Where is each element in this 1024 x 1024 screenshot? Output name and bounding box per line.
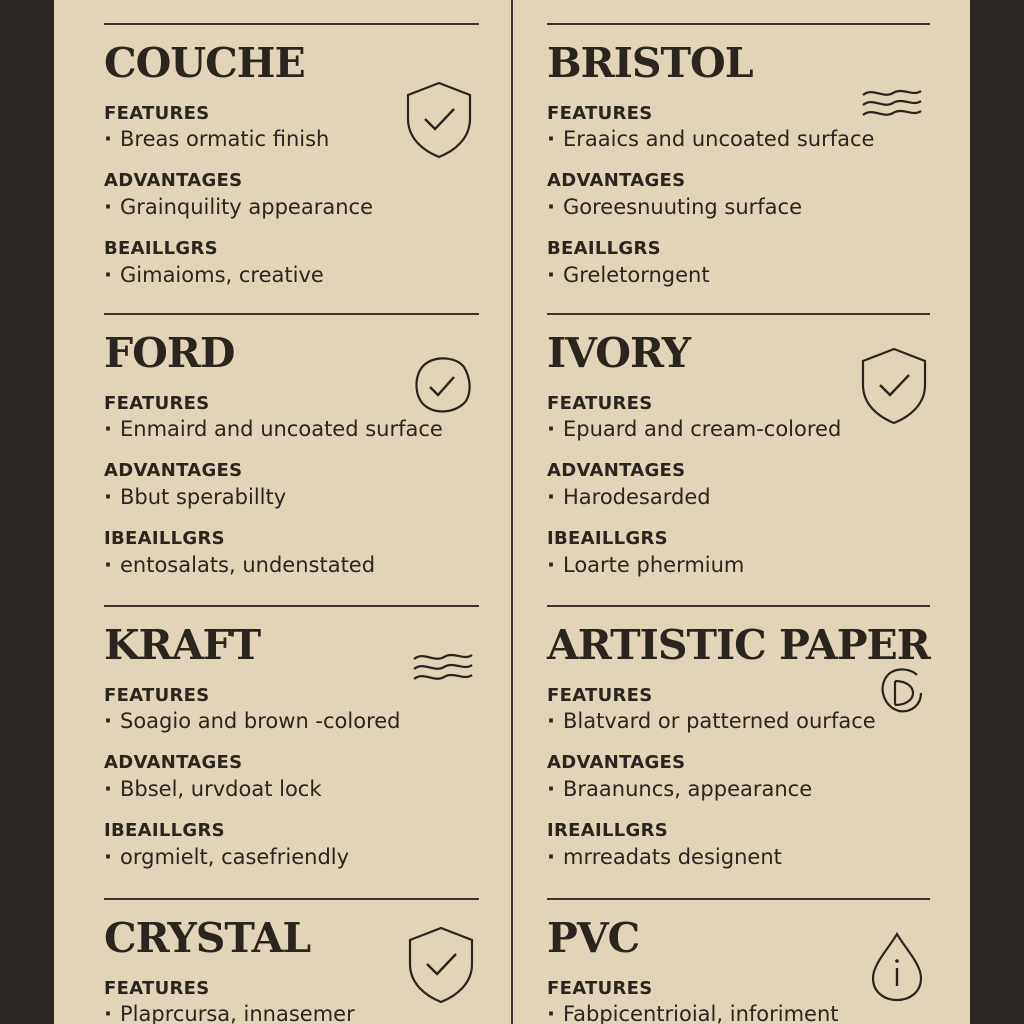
- features-label: FEATURES: [547, 978, 653, 999]
- card-title: PVC: [547, 914, 640, 962]
- uses-label: BEAILLGRS: [104, 238, 218, 259]
- features-text: · Plaprcursa, innasemer: [104, 1002, 355, 1024]
- card-divider: [104, 313, 479, 315]
- column-divider: [511, 0, 513, 1024]
- advantages-label: ADVANTAGES: [547, 752, 686, 773]
- card-divider: [547, 313, 930, 315]
- features-text: · Eraaics and uncoated surface: [547, 127, 875, 151]
- paper-card-couche: [104, 23, 479, 315]
- paper-catalog-page: [54, 0, 970, 1024]
- advantages-label: ADVANTAGES: [104, 460, 243, 481]
- advantages-label: ADVANTAGES: [104, 752, 243, 773]
- features-label: FEATURES: [104, 978, 210, 999]
- uses-text: · Greletorngent: [547, 263, 710, 287]
- features-text: · Soagio and brown -colored: [104, 709, 401, 733]
- uses-label: IBEAILLGRS: [104, 528, 225, 549]
- waves-icon: [859, 85, 925, 125]
- advantages-text: · Braanuncs, appearance: [547, 777, 813, 801]
- uses-text: · orgmielt, casefriendly: [104, 845, 350, 869]
- uses-label: IBEAILLGRS: [104, 820, 225, 841]
- paper-card-artistic-paper: [547, 605, 930, 897]
- uses-label: IBEAILLGRS: [547, 528, 668, 549]
- advantages-text: · Goreesnuuting surface: [547, 195, 802, 219]
- card-title: CRYSTAL: [104, 914, 311, 962]
- card-divider: [547, 23, 930, 25]
- features-label: FEATURES: [104, 685, 210, 706]
- card-title: BRISTOL: [547, 39, 753, 87]
- uses-label: BEAILLGRS: [547, 238, 661, 259]
- shield-check-icon: [859, 345, 929, 425]
- features-text: · Epuard and cream-colored: [547, 417, 842, 441]
- features-label: FEATURES: [104, 393, 210, 414]
- features-text: · Breas ormatic finish: [104, 127, 330, 151]
- paper-card-bristol: [547, 23, 930, 315]
- paper-card-ivory: [547, 313, 930, 605]
- uses-text: · entosalats, undenstated: [104, 553, 376, 577]
- uses-label: IREAILLGRS: [547, 820, 669, 841]
- advantages-label: ADVANTAGES: [547, 460, 686, 481]
- card-divider: [104, 23, 479, 25]
- circle-d-icon: [877, 665, 927, 715]
- card-divider: [104, 605, 479, 607]
- shield-check-icon: [406, 924, 476, 1004]
- features-label: FEATURES: [547, 393, 653, 414]
- card-title: KRAFT: [104, 621, 261, 669]
- advantages-text: · Grainquility appearance: [104, 195, 373, 219]
- drop-info-icon: [869, 930, 925, 1004]
- paper-card-crystal: [104, 898, 479, 1024]
- card-title: ARTISTIC PAPER: [547, 621, 930, 669]
- features-label: FEATURES: [104, 103, 210, 124]
- card-title: COUCHE: [104, 39, 305, 87]
- advantages-text: · Bbut sperabillty: [104, 485, 287, 509]
- paper-card-kraft: [104, 605, 479, 897]
- circle-check-icon: [410, 353, 474, 417]
- card-divider: [104, 898, 479, 900]
- shield-check-icon: [404, 79, 474, 159]
- uses-text: · Loarte phermium: [547, 553, 745, 577]
- paper-card-ford: [104, 313, 479, 605]
- advantages-label: ADVANTAGES: [104, 170, 243, 191]
- advantages-text: · Harodesarded: [547, 485, 711, 509]
- features-label: FEATURES: [547, 103, 653, 124]
- card-title: IVORY: [547, 329, 691, 377]
- advantages-text: · Bbsel, urvdoat lock: [104, 777, 322, 801]
- waves-icon: [410, 649, 476, 689]
- card-divider: [547, 898, 930, 900]
- card-divider: [547, 605, 930, 607]
- advantages-label: ADVANTAGES: [547, 170, 686, 191]
- uses-text: · mrreadats designent: [547, 845, 782, 869]
- features-text: · Blatvard or patterned ourface: [547, 709, 876, 733]
- features-text: · Enmaird and uncoated surface: [104, 417, 443, 441]
- features-text: · Fabpicentrioial, inforiment: [547, 1002, 839, 1024]
- paper-card-pvc: [547, 898, 930, 1024]
- uses-text: · Gimaioms, creative: [104, 263, 324, 287]
- features-label: FEATURES: [547, 685, 653, 706]
- card-title: FORD: [104, 329, 235, 377]
